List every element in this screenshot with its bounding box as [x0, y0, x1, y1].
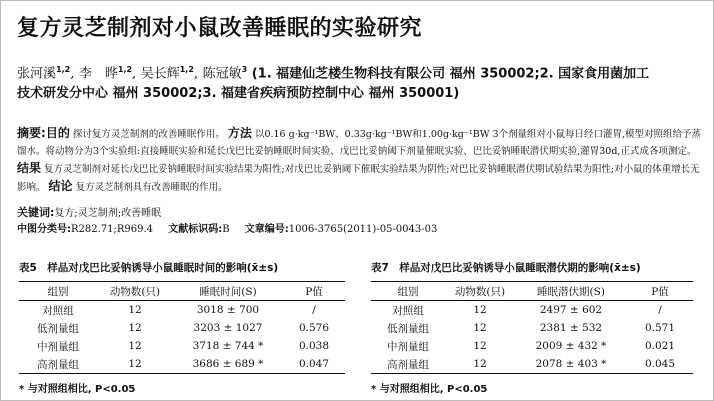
result-label: 结果	[17, 161, 42, 175]
article-number-value: 1006-3765(2011)-05-0043-03	[288, 224, 438, 235]
keywords-text: 复方;灵芝制剂;改善睡眠	[54, 208, 162, 219]
column-header: 组别	[19, 282, 97, 301]
table-cell: 2381 ± 532	[539, 322, 603, 334]
table-row	[19, 337, 345, 355]
table-cell: 0.021	[644, 340, 676, 352]
column-header: P值	[627, 282, 693, 301]
table-7-caption: 表7 样品对戊巴比妥钠诱导小鼠睡眠潜伏期的影响(x̄±s)	[371, 262, 641, 274]
author-name: 张河溪	[17, 66, 57, 82]
abstract-label: 摘要:	[17, 126, 46, 140]
table-5-note: * 与对照组相比, P<0.05	[19, 384, 136, 395]
column-header: 睡眠潜伏期(S)	[515, 282, 627, 301]
affiliations-line-2: 技术研发分中心 福州 350002;3. 福建省疾病预防控制中心 福州 350001)	[17, 86, 460, 102]
table-cell: 3203 ± 1027	[193, 322, 263, 334]
table-row	[19, 355, 345, 374]
table-5-caption: 表5 样品对戊巴比妥钠诱导小鼠睡眠时间的影响(x̄±s)	[19, 262, 279, 274]
table-cell: 中剂量组	[387, 340, 429, 353]
author-block: 张河溪$^{1,2}$, 李 晔$^{1,2}$, 吴长辉$^{1,2}$, 陈冠敏$^3$ (1. 福建仙芝楼生物科技有限公司 福州 350002;2. 国家食用菌加工 技术研发分中心 福州 350002;3. 福建省疾病预防控制中心 福州 350001)	[17, 65, 650, 102]
keywords-label: 关键词:	[17, 206, 55, 219]
result-text: 复方灵芝制剂对延长戊巴比妥钠睡眠时间实验结果为阳性;对戊巴比妥钠阈下催眠实验结果为阴性;对巴比妥钠睡眠潜伏期试验结果为阳性;对小鼠的体重增长无影响。	[17, 164, 700, 193]
column-header: P值	[283, 282, 345, 301]
table-cell: 12	[128, 304, 142, 316]
author-name: 李 晔	[78, 66, 118, 82]
table-cell: 12	[128, 340, 142, 352]
paper-title: 复方灵芝制剂对小鼠改善睡眠的实验研究	[17, 16, 423, 41]
purpose-label: 目的	[45, 126, 70, 140]
table-cell: 0.571	[644, 322, 676, 334]
table-cell: 0.047	[283, 355, 345, 374]
table-cell: 低剂量组	[387, 322, 429, 335]
table-5-grid	[19, 281, 345, 374]
table-row	[371, 319, 693, 337]
table-cell: 3686 ± 689 *	[173, 355, 283, 374]
author-affiliation-mark: 1,2	[179, 65, 194, 74]
column-header: 动物数(只)	[445, 282, 515, 301]
author-affiliation-mark: 1,2	[117, 65, 133, 74]
table-cell: 低剂量组	[37, 322, 79, 335]
table-cell: 2009 ± 432 *	[535, 340, 607, 352]
table-row	[371, 301, 693, 320]
table-cell: 中剂量组	[37, 340, 79, 353]
table-7	[371, 260, 693, 395]
table-7-grid	[371, 281, 693, 374]
table-cell: 0.045	[627, 355, 693, 374]
article-number-label: 文章编号:	[244, 224, 289, 235]
author-affiliation-mark: 3	[241, 65, 248, 74]
table-cell: 高剂量组	[371, 355, 445, 374]
table-cell: 2497 ± 602	[539, 304, 603, 316]
table-row	[19, 319, 345, 337]
purpose-text: 探讨复方灵芝制剂的改善睡眠作用。	[72, 129, 225, 140]
table-row	[19, 301, 345, 320]
author-name: 陈冠敏	[202, 66, 242, 82]
doc-code-label: 文献标识码:	[168, 224, 223, 235]
table-cell: 12	[445, 355, 515, 374]
method-text: 以0.16 g·kg⁻¹BW、0.33g·kg⁻¹BW和1.00g·kg⁻¹BW 3个剂量组对小鼠每日经口灌胃,模型对照组给予蒸馏水。将动物分为3个实验组:直接睡眠实验和延长戊巴比妥钠睡眠时间实验、戊巴比妥钠阈下剂量催眠实验、巴比妥钠睡眠潜伏期实验,灌胃30d,正式成各项测定。	[17, 129, 702, 157]
table-cell: 高剂量组	[19, 355, 97, 374]
table-cell: 12	[473, 322, 487, 334]
table-cell: 12	[473, 304, 487, 316]
table-cell: 3718 ± 744 *	[192, 340, 264, 352]
table-cell: 3018 ± 700	[196, 304, 260, 316]
table-cell: 对照组	[42, 304, 74, 317]
table-cell: 12	[97, 355, 173, 374]
table-cell: /	[312, 304, 316, 316]
table-cell: 0.038	[298, 340, 330, 352]
classification-line	[17, 222, 437, 238]
author-affiliation-mark: 1,2	[56, 65, 71, 74]
table-cell: /	[658, 304, 662, 316]
table-cell: 对照组	[392, 304, 424, 317]
table-5	[19, 260, 345, 395]
author-name: 吴长辉	[140, 66, 180, 82]
keywords	[17, 205, 161, 222]
column-header: 睡眠时间(S)	[173, 282, 283, 301]
column-header: 组别	[371, 282, 445, 301]
conclusion-text: 复方灵芝制剂具有改善睡眠的作用。	[75, 182, 228, 193]
table-7-note: * 与对照组相比, P<0.05	[371, 384, 488, 395]
table-cell: 0.576	[298, 322, 330, 334]
table-cell: 12	[473, 340, 487, 352]
conclusion-label: 结论	[48, 179, 73, 193]
doc-code-value: B	[222, 224, 230, 235]
table-row	[371, 355, 693, 374]
table-cell: 2078 ± 403 *	[515, 355, 627, 374]
affiliations-line-1: (1. 福建仙芝楼生物科技有限公司 福州 350002;2. 国家食用菌加工	[251, 66, 650, 82]
abstract	[17, 125, 703, 196]
clc-value: R282.71;R969.4	[71, 224, 154, 235]
table-cell: 12	[128, 322, 142, 334]
method-label: 方法	[227, 126, 252, 140]
table-row	[371, 337, 693, 355]
column-header: 动物数(只)	[97, 282, 173, 301]
clc-label: 中图分类号:	[17, 224, 71, 235]
